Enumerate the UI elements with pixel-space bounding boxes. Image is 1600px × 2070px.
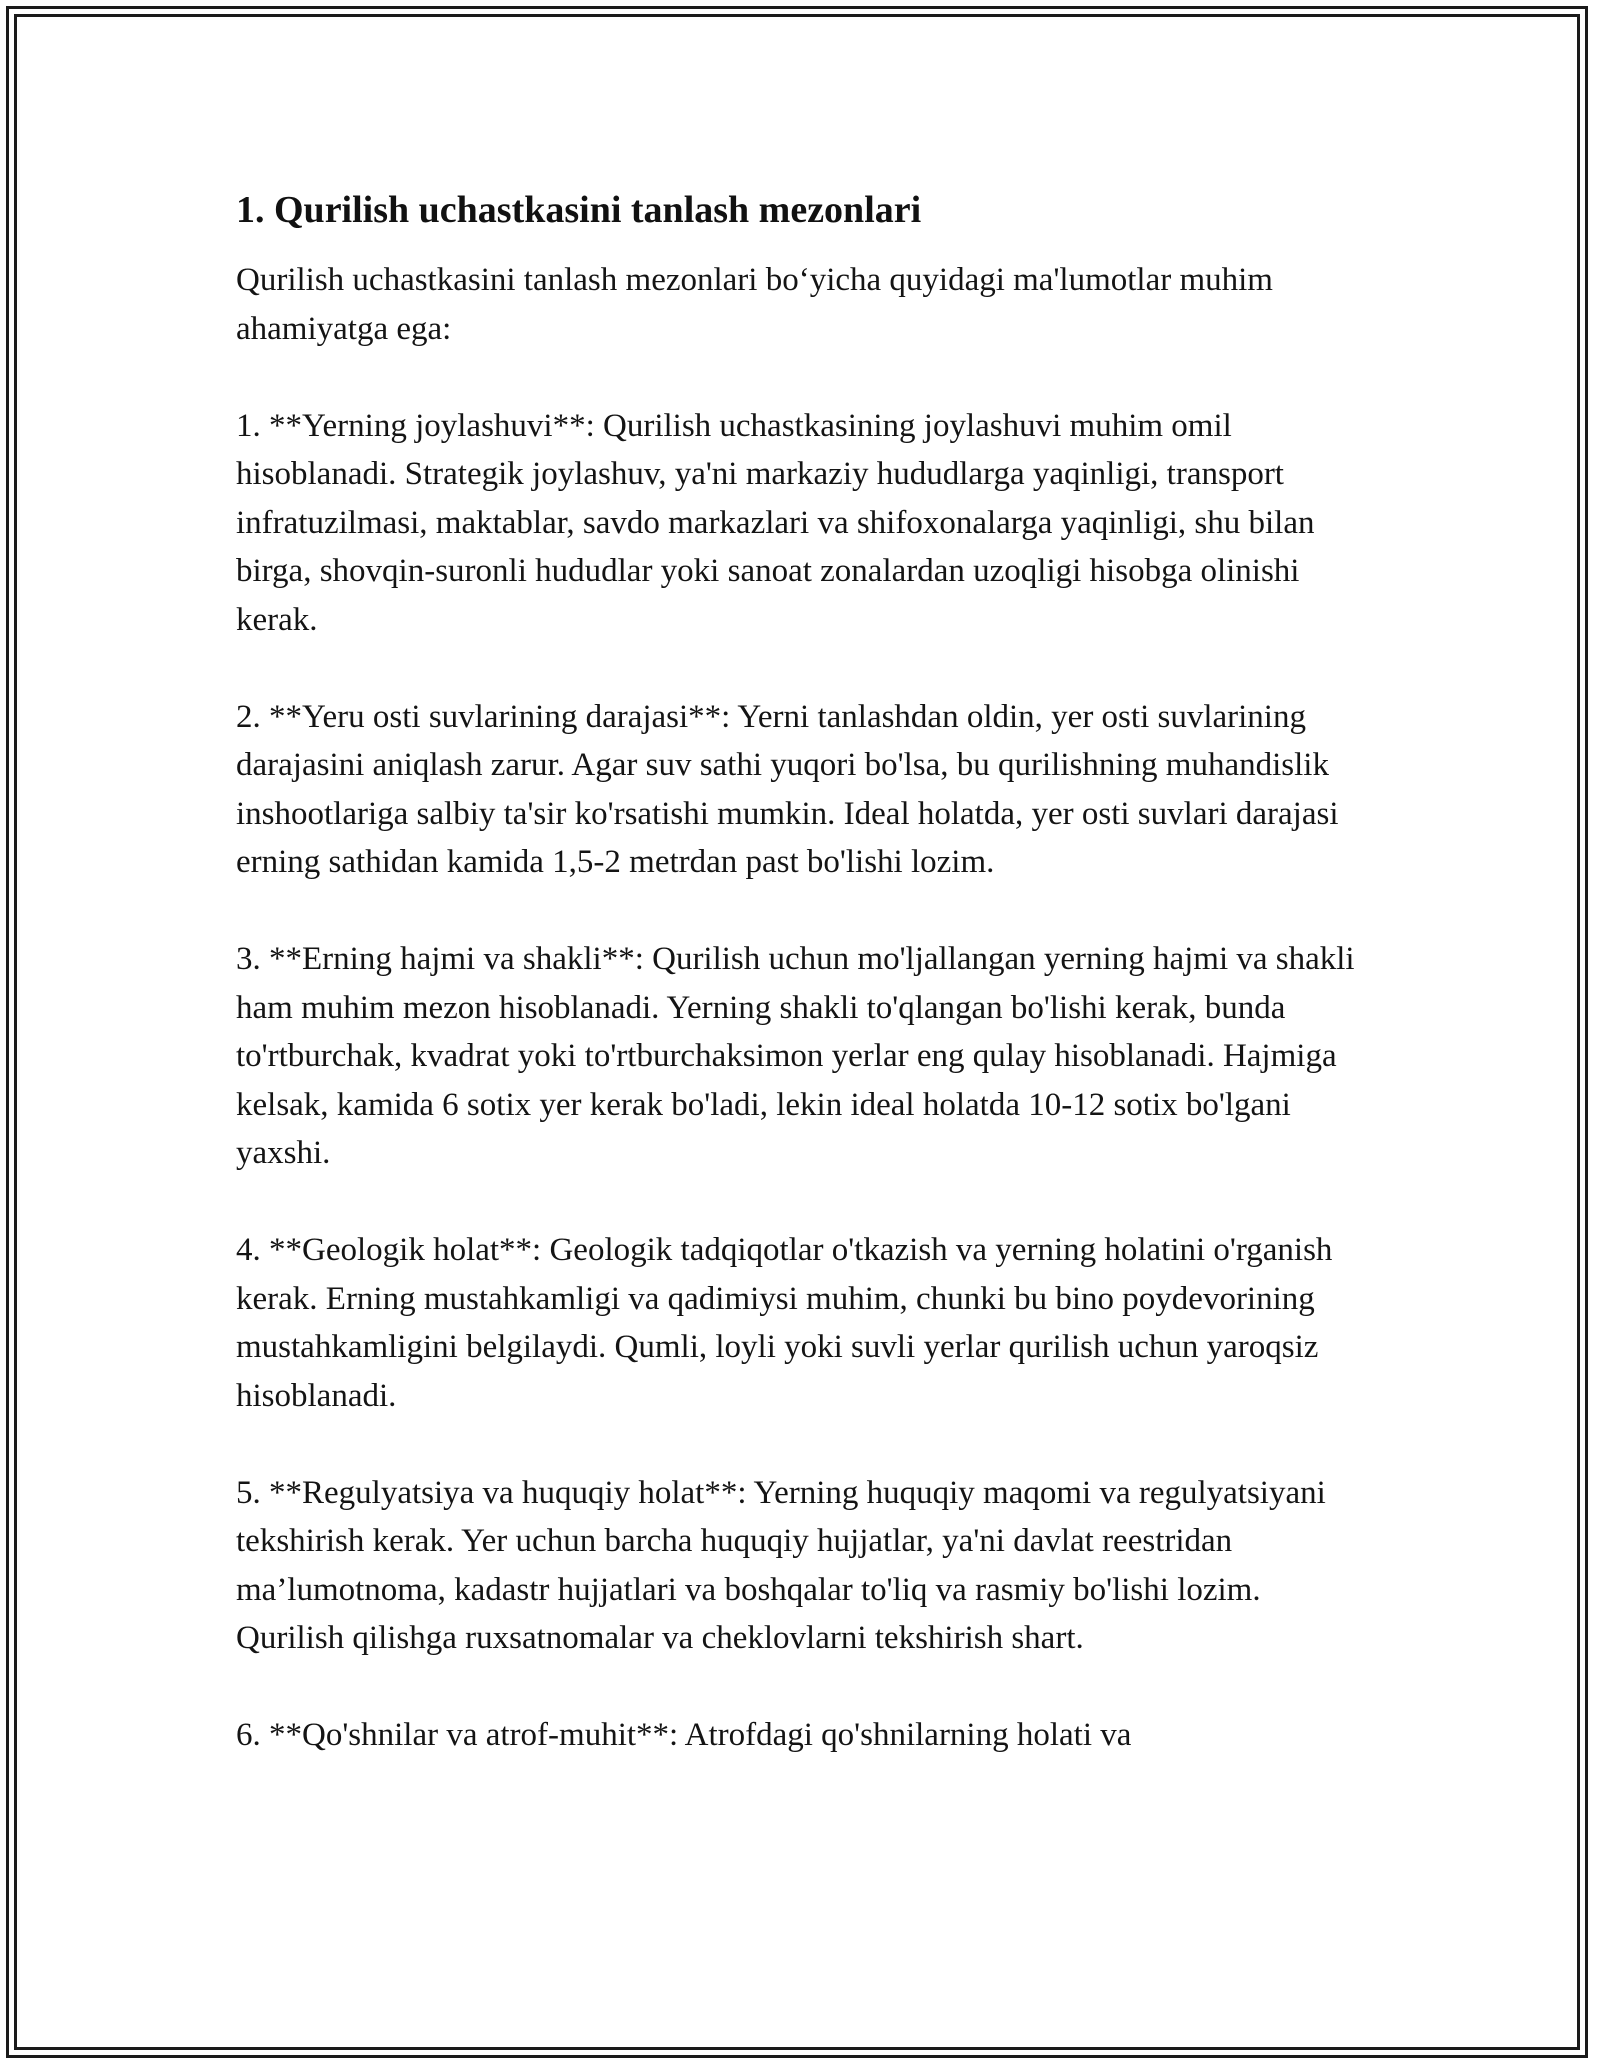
criterion-5-paragraph: 5. **Regulyatsiya va huquqiy holat**: Yerning huquqiy maqomi va regulyatsiyani tekshirish kerak. Yer uchun barcha huquqiy hujjatlar, ya'ni davlat reestridan ma’lumotnoma, kadastr hujjatlari va boshqalar to'liq va rasmiy bo'lishi lozim. Qurilish qilishga ruxsatnomalar va cheklovlarni tekshirish shart.	[236, 1474, 1326, 1656]
criterion-1-paragraph: 1. **Yerning joylashuvi**: Qurilish uchastkasining joylashuvi muhim omil hisoblanadi. Strategik joylashuv, ya'ni markaziy hududlarga yaqinligi, transport infratuzilmasi, maktablar, savdo markazlari va shifoxonalarga yaqinligi, shu bilan birga, shovqin-suronli hududlar yoki sanoat zonalardan uzoqligi hisobga olinishi kerak.	[236, 407, 1315, 638]
criterion-6-paragraph: 6. **Qo'shnilar va atrof-muhit**: Atrofdagi qo'shnilarning holati va	[236, 1717, 1132, 1753]
criterion-2-paragraph: 2. **Yeru osti suvlarining darajasi**: Yerni tanlashdan oldin, yer osti suvlarining darajasini aniqlash zarur. Agar suv sathi yuqori bo'lsa, bu qurilishning muhandislik inshootlariga salbiy ta'sir ko'rsatishi mumkin. Ideal holatda, yer osti suvlari darajasi erning sathidan kamida 1,5-2 metrdan past bo'lishi lozim.	[236, 698, 1339, 880]
criterion-3-paragraph: 3. **Erning hajmi va shakli**: Qurilish uchun mo'ljallangan yerning hajmi va shakli ham muhim mezon hisoblanadi. Yerning shakli to'qlangan bo'lishi kerak, bunda to'rtburchak, kvadrat yoki to'rtburchaksimon yerlar eng qulay hisoblanadi. Hajmiga kelsak, kamida 6 sotix yer kerak bo'ladi, lekin ideal holatda 10-12 sotix bo'lgani yaxshi.	[236, 941, 1355, 1171]
criterion-4-paragraph: 4. **Geologik holat**: Geologik tadqiqotlar o'tkazish va yerning holatini o'rganish kerak. Erning mustahkamligi va qadimiysi muhim, chunki bu bino poydevorining mustahkamligini belgilaydi. Qumli, loyli yoki suvli yerlar qurilish uchun yaroqsiz hisoblanadi.	[236, 1232, 1333, 1414]
intro-paragraph: Qurilish uchastkasini tanlash mezonlari bo‘yicha quyidagi ma'lumotlar muhim ahamiyatga ega:	[236, 262, 1273, 347]
document-title: 1. Qurilish uchastkasini tanlash mezonlari	[236, 189, 922, 231]
document-body	[236, 186, 1366, 1808]
